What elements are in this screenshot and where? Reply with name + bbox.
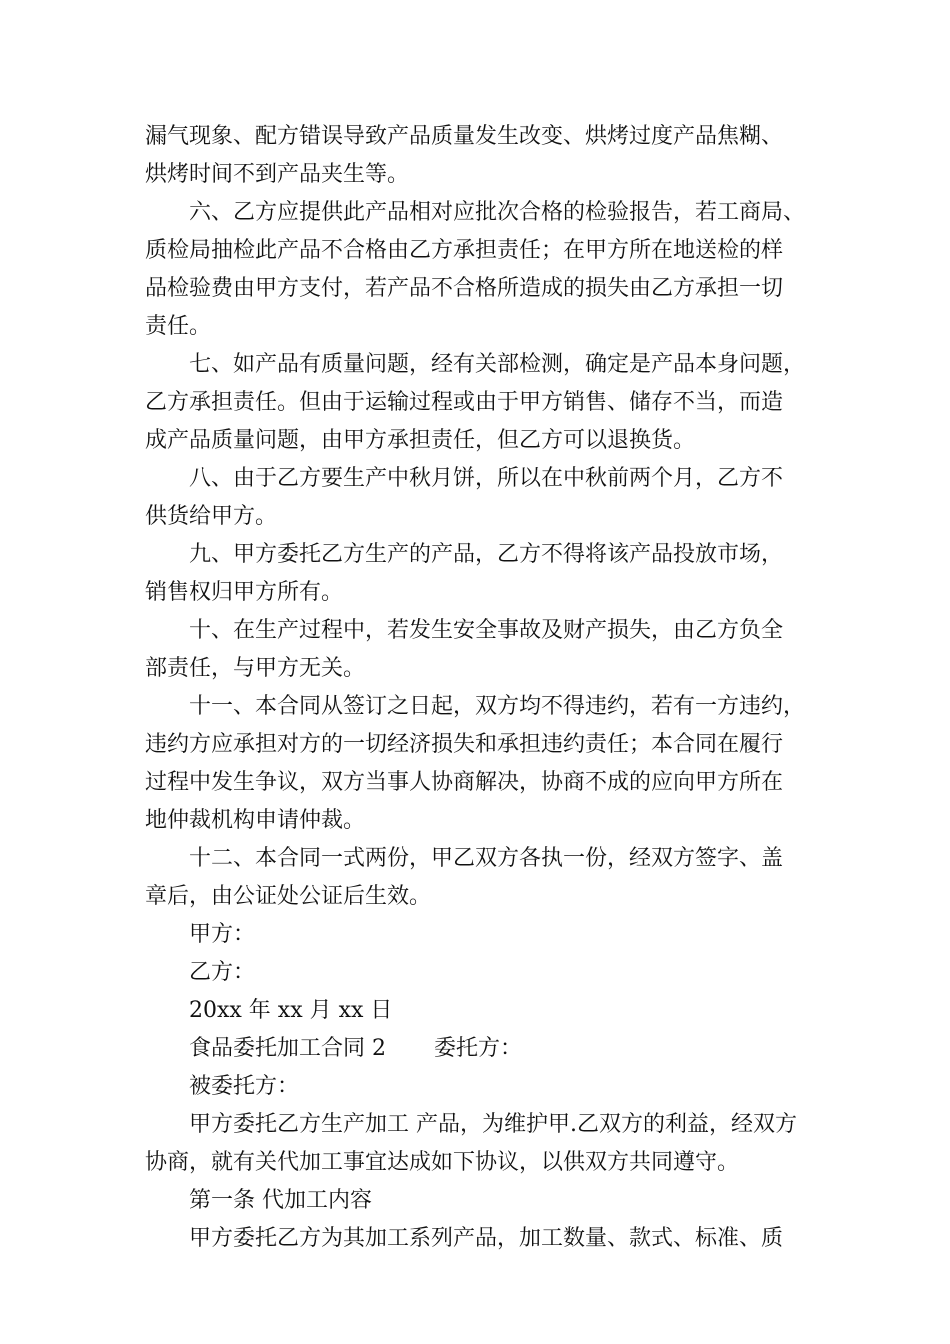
text-line: 违约方应承担对方的一切经济损失和承担违约责任；本合同在履行 [145,732,784,757]
date-line: 20xx 年 xx 月 xx 日 [189,998,393,1023]
text-line: 质检局抽检此产品不合格由乙方承担责任；在甲方所在地送检的样 [145,238,784,263]
clause-10: 十、在生产过程中，若发生安全事故及财产损失，由乙方负全 [189,618,784,643]
article-1-heading: 第一条 代加工内容 [189,1188,372,1213]
text-line: 烘烤时间不到产品夹生等。 [145,162,410,187]
entrusted-party-label: 被委托方： [189,1074,300,1099]
text-line: 章后，由公证处公证后生效。 [145,884,432,909]
contract-2-heading-line [145,1030,813,1068]
text-line: 地仲裁机构申请仲裁。 [145,808,366,833]
clause-8: 八、由于乙方要生产中秋月饼，所以在中秋前两个月，乙方不 [189,466,784,491]
text-line: 品检验费由甲方支付，若产品不合格所造成的损失由乙方承担一切 [145,276,784,301]
document-body [145,118,813,1258]
text-line: 乙方承担责任。但由于运输过程或由于甲方销售、储存不当，而造 [145,390,784,415]
preamble: 甲方委托乙方生产加工 产品，为维护甲.乙双方的利益，经双方 [189,1112,797,1137]
party-a-signature-label: 甲方： [189,922,256,947]
clause-6: 六、乙方应提供此产品相对应批次合格的检验报告，若工商局、 [189,200,806,225]
clause-7: 七、如产品有质量问题，经有关部检测，确定是产品本身问题， [189,352,806,377]
text-line: 过程中发生争议，双方当事人协商解决，协商不成的应向甲方所在 [145,770,784,795]
text-line: 供货给甲方。 [145,504,278,529]
clause-9: 九、甲方委托乙方生产的产品，乙方不得将该产品投放市场， [189,542,784,567]
party-b-signature-label: 乙方： [189,960,256,985]
text-line: 责任。 [145,314,212,339]
entrusting-party-label: 委托方： [434,1036,523,1061]
text-line: 协商，就有关代加工事宜达成如下协议，以供双方共同遵守。 [145,1150,740,1175]
text-line: 部责任，与甲方无关。 [145,656,366,681]
text-line: 漏气现象、配方错误导致产品质量发生改变、烘烤过度产品焦糊、 [145,124,784,149]
clause-11: 十一、本合同从签订之日起，双方均不得违约，若有一方违约， [189,694,806,719]
article-1-text: 甲方委托乙方为其加工系列产品，加工数量、款式、标准、质 [189,1226,784,1251]
text-line: 销售权归甲方所有。 [145,580,344,605]
contract-2-title: 食品委托加工合同 2 [189,1036,386,1061]
text-line: 成产品质量问题，由甲方承担责任，但乙方可以退换货。 [145,428,696,453]
clause-12: 十二、本合同一式两份，甲乙双方各执一份，经双方签字、盖 [189,846,784,871]
